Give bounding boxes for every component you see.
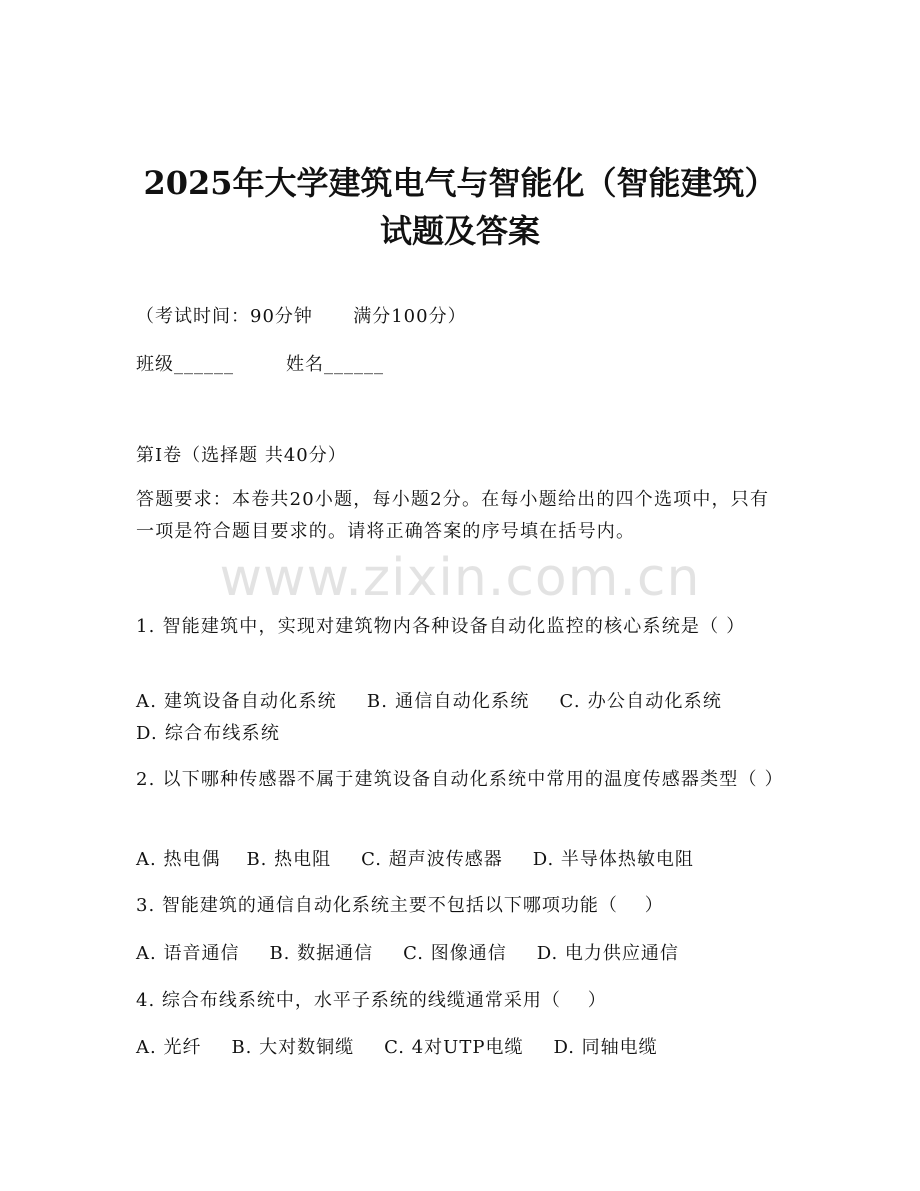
exam-info: （考试时间：90分钟 满分100分） xyxy=(136,306,467,327)
question-1-option-c: C. 办公自动化系统 xyxy=(559,691,723,712)
question-4-option-a: A. 光纤 xyxy=(136,1037,202,1058)
question-3-text: 3. 智能建筑的通信自动化系统主要不包括以下哪项功能（ ） xyxy=(136,895,664,916)
question-3-option-b: B. 数据通信 xyxy=(269,943,374,964)
question-2-option-c: C. 超声波传感器 xyxy=(361,849,503,870)
question-4-text: 4. 综合布线系统中，水平子系统的线缆通常采用（ ） xyxy=(136,990,607,1011)
question-2-option-b: B. 热电阻 xyxy=(246,849,332,870)
question-4-option-d: D. 同轴电缆 xyxy=(553,1037,658,1058)
question-4-option-b: B. 大对数铜缆 xyxy=(231,1037,355,1058)
question-3-option-a: A. 语音通信 xyxy=(136,943,240,964)
question-2-text: 2. 以下哪种传感器不属于建筑设备自动化系统中常用的温度传感器类型（ ） xyxy=(136,769,784,790)
question-1-text: 1. 智能建筑中，实现对建筑物内各种设备自动化监控的核心系统是（ ） xyxy=(136,616,746,637)
question-2-option-a: A. 热电偶 xyxy=(136,849,221,870)
question-1-option-b: B. 通信自动化系统 xyxy=(366,691,530,712)
name-field-label: 姓名______ xyxy=(286,354,384,375)
document-title-line1: 2025年大学建筑电气与智能化（智能建筑） xyxy=(143,164,777,202)
student-info-row xyxy=(136,350,384,376)
question-4-option-c: C. 4对UTP电缆 xyxy=(384,1037,524,1058)
question-3-option-c: C. 图像通信 xyxy=(403,943,507,964)
question-1-option-a: A. 建筑设备自动化系统 xyxy=(136,691,337,712)
instructions-text: 答题要求：本卷共20小题，每小题2分。在每小题给出的四个选项中，只有一项是符合题目要求的。请将正确答案的序号填在括号内。 xyxy=(136,489,770,542)
question-1-options xyxy=(136,686,786,750)
question-3-option-d: D. 电力供应通信 xyxy=(536,943,679,964)
watermark-text: www.zixin.com.cn xyxy=(219,548,701,608)
class-field-label: 班级______ xyxy=(136,354,234,375)
section-title: 第I卷（选择题 共40分） xyxy=(136,445,347,466)
question-4-options xyxy=(136,1033,658,1059)
question-2-option-d: D. 半导体热敏电阻 xyxy=(532,849,694,870)
document-title-line2: 试题及答案 xyxy=(379,212,540,250)
question-3-options xyxy=(136,939,679,965)
question-1-option-d: D. 综合布线系统 xyxy=(136,723,281,744)
question-2-options xyxy=(136,845,694,871)
